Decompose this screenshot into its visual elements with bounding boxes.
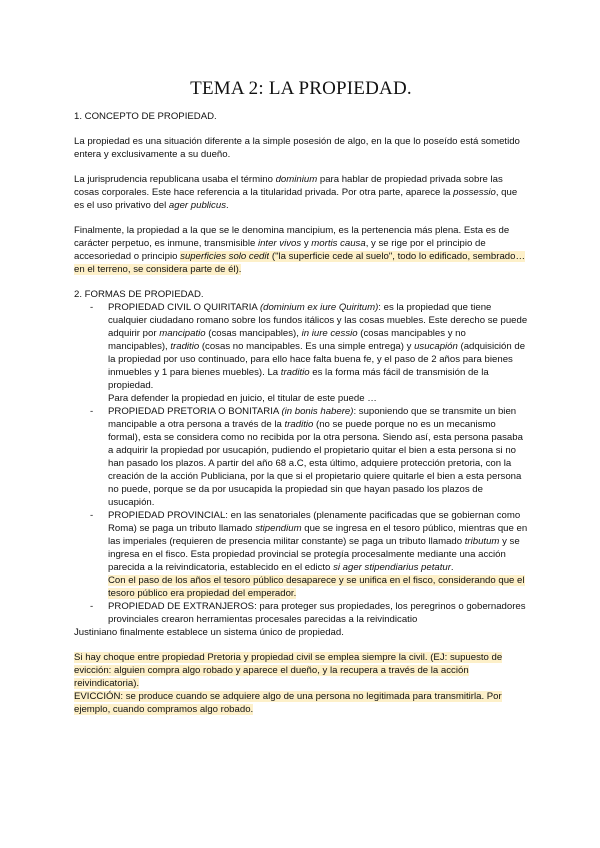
paragraph-mancipium: Finalmente, la propiedad a la que se le denomina mancipium, es la pertenencia más plena. Esta es de carácter perpetuo, es inmune, transmisible inter vivos y mortis causa, y se rige por el principio de accesoriedad o principio superficies solo cedit ("la superficie cede al suelo", todo lo edificado, sembrado… en el terreno, se considera parte de él). [74,225,526,275]
section-heading-formas: 2. FORMAS DE PROPIEDAD. [74,289,204,300]
section-heading-concepto: 1. CONCEPTO DE PROPIEDAD. [74,111,217,122]
paragraph-dominium: La jurisprudencia republicana usaba el término dominium para hablar de propiedad privada sobre las cosas corporales. Este hace referencia a la titularidad privada. Por otra parte, aparece la possessio, que es el uso privativo del ager publicus. [74,174,518,211]
note-eviccion: EVICCIÓN: se produce cuando se adquiere algo de una persona no legitimada para transmitirla. Por ejemplo, cuando compramos algo robado. [74,691,502,715]
quiritaria-extra: Para defender la propiedad en juicio, el titular de este puede … [108,393,377,404]
list-item-extranjeros: - PROPIEDAD DE EXTRANJEROS: para proteger sus propiedades, los peregrinos o gobernadores provinciales crearon herramientas procesales parecidas a la reivindicatio [90,601,526,625]
list-item-bonitaria: - PROPIEDAD PRETORIA O BONITARIA (in bonis habere): suponiendo que se transmite un bien mancipable a otra persona a través de la traditio (no se puede porque no es un mecanismo formal), esta se considera como no recibida por la otra persona. Siendo así, esta persona pasaba a adquirir la propiedad por usucapión, pudiendo el propietario quitar el bien a esta persona si no han pasado los plazos. A partir del año 68 a.C, esta último, adquiere protección pretoria, con la creación de la acción Publiciana, por la que si el propietario quiere quitarle el bien a esta persona no puede, porque se da por usucapida la propiedad sin que hayan pasado los plazos de usucapión. [90,406,523,508]
paragraph-justiniano: Justiniano finalmente establece un sistema único de propiedad. [74,627,344,638]
provincial-highlight: Con el paso de los años el tesoro público desaparece y se unifica en el fisco, considerando que el tesoro público era propiedad del emperador. [108,575,525,599]
paragraph-definicion: La propiedad es una situación diferente a la simple posesión de algo, en la que lo poseído está sometido entera y exclusivamente a su dueño. [74,136,520,160]
page-title: TEMA 2: LA PROPIEDAD. [190,78,412,99]
formas-list [74,301,528,626]
note-choque-propiedad: Si hay choque entre propiedad Pretoria y propiedad civil se emplea siempre la civil. (EJ: supuesto de evicción: alguien compra algo robado y aparece el dueño, y la recupera a través de la acción reivindicatoria). [74,652,503,689]
list-item-quiritaria: - PROPIEDAD CIVIL O QUIRITARIA (dominium ex iure Quiritum): es la propiedad que tiene cualquier ciudadano romano sobre los fundos itálicos y las cosas muebles. Este derecho se puede adquirir por mancipatio (cosas mancipables), in iure cessio (cosas mancipables y no mancipables), traditio (cosas no mancipables. Es una simple entrega) y usucapión (adquisición de la propiedad por uso continuado, para ello hace falta buena fe, y el paso de 2 años para bienes inmuebles y 1 para bienes muebles). La traditio es la forma más fácil de transmisión de la propiedad. Para defender la propiedad en juicio, el titular de este puede … [90,302,528,404]
list-item-provincial: - PROPIEDAD PROVINCIAL: en las senatoriales (plenamente pacificadas que se gobiernan como Roma) se paga un tributo llamado stipendium que se ingresa en el tesoro público, mientras que en las imperiales (requieren de presencia militar constante) se paga un tributo llamado tributum y se ingresa en el fisco. Esta propiedad provincial se protegía procesalmente mediante una acción parecida a la reivindicatoria, establecido en el edicto si ager stipendiarius petatur. Con el paso de los años el tesoro público desaparece y se unifica en el fisco, considerando que el tesoro público era propiedad del emperador. [90,510,528,599]
